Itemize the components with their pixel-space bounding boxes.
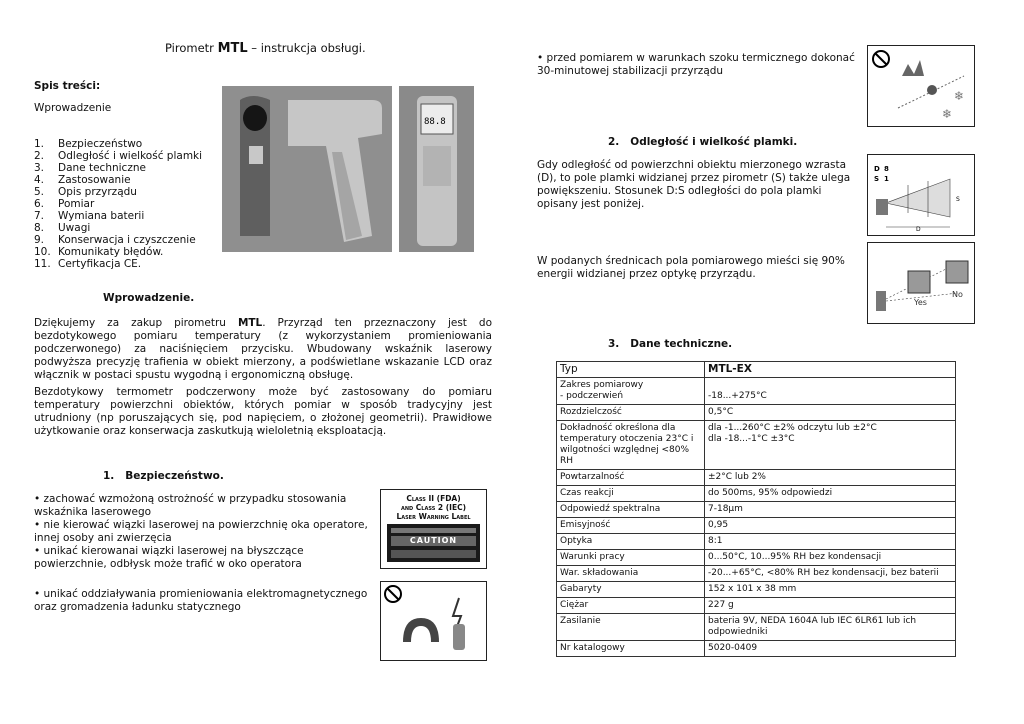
spec-value: 0,95 (705, 518, 956, 534)
svg-text:1: 1 (884, 175, 889, 183)
spec-key: Ciężar (557, 598, 705, 614)
toc-item: 1. Bezpieczeństwo (34, 138, 143, 150)
toc-item: 2. Odległość i wielkość plamki (34, 150, 203, 162)
table-row (557, 421, 956, 470)
intro-heading: Wprowadzenie. (103, 292, 195, 304)
toc-item: 6. Pomiar (34, 198, 95, 210)
svg-text:❄: ❄ (942, 107, 953, 121)
table-row (557, 582, 956, 598)
safety-bullet: • unikać kierowanai wiązki laserowej na błyszczące powierzchnie, odbłysk może trafić w oko operatora (34, 545, 304, 570)
target-size-diagram (867, 242, 975, 324)
safety-bullet: • nie kierować wiązki laserowej na powierzchnię oka operatore, innej osoby ani zwierzęcia (34, 519, 368, 544)
table-row (557, 518, 956, 534)
table-row (557, 378, 956, 405)
table-row (557, 486, 956, 502)
spec-key: Zasilanie (557, 614, 705, 641)
spec-key: Odpowiedź spektralna (557, 502, 705, 518)
spec-value: 152 x 101 x 38 mm (705, 582, 956, 598)
toc-item: 3. Dane techniczne (34, 162, 146, 174)
table-row (557, 550, 956, 566)
table-row (557, 534, 956, 550)
tech-spec-table (556, 361, 956, 657)
spot-paragraph-1: Gdy odległość od powierzchni obiektu mierzonego wzrasta (D), to pole plamki widzianej przez pirometr (S) także ulega powiększeniu. Stosunek D:S odległości do pola plamki opisany jest poniżej. (537, 159, 851, 210)
svg-text:S: S (956, 196, 960, 203)
emi-static-illustration (380, 581, 487, 661)
spec-value: 227 g (705, 598, 956, 614)
tech-heading: 3. Dane techniczne. (608, 338, 733, 350)
spec-key: Warunki pracy (557, 550, 705, 566)
product-photo-side (399, 86, 474, 252)
toc-item: 4. Zastosowanie (34, 174, 131, 186)
safety-bullet-stabilize: • przed pomiarem w warunkach szoku termicznego dokonać 30-minutowej stabilizacji przyrządu (537, 52, 855, 77)
spec-key: Emisyjność (557, 518, 705, 534)
toc-item: 10. Komunikaty błędów. (34, 246, 164, 258)
document-title: Pirometr MTL – instrukcja obsługi. (165, 41, 366, 56)
svg-text:D: D (874, 165, 880, 173)
distance-spot-diagram (867, 154, 975, 236)
toc-item: 8. Uwagi (34, 222, 91, 234)
spec-key: War. składowania (557, 566, 705, 582)
table-header-key: Typ (557, 362, 705, 378)
svg-text:88.8: 88.8 (424, 117, 446, 127)
svg-text:D: D (916, 226, 921, 233)
spec-value: 0...50°C, 10...95% RH bez kondensacji (705, 550, 956, 566)
spec-value: bateria 9V, NEDA 1604A lub IEC 6LR61 lub ich odpowiedniki (705, 614, 956, 641)
spec-key: Optyka (557, 534, 705, 550)
spec-value: 5020-0409 (705, 641, 956, 657)
product-photo-front (222, 86, 392, 252)
table-row (557, 405, 956, 421)
svg-text:❄: ❄ (954, 89, 965, 103)
spec-value: -18...+275°C (705, 378, 956, 405)
table-row (557, 566, 956, 582)
spec-value: 0,5°C (705, 405, 956, 421)
svg-text:8: 8 (884, 165, 889, 173)
spec-key: Dokładność określona dla temperatury otoczenia 23°C i wilgotności względnej <80% RH (557, 421, 705, 470)
toc-item: 5. Opis przyrządu (34, 186, 137, 198)
table-header-row (557, 362, 956, 378)
intro-paragraph-2: Bezdotykowy termometr podczerwony może być zastosowany do pomiaru temperatury powierzchni obiektów, których pomiar w sposób tradycyjny jest utrudniony (np poruszających się, pod napięciem, o złożonej geometrii). Prawidłowe użytkowanie oraz konserwacja zaskutkują wieloletnią eksploatacją. (34, 386, 492, 437)
spec-key: Gabaryty (557, 582, 705, 598)
table-row (557, 598, 956, 614)
safety-bullets (34, 493, 376, 571)
spec-key: Powtarzalność (557, 470, 705, 486)
toc-item: 9. Konserwacja i czyszczenie (34, 234, 196, 246)
spec-key: Rozdzielczość (557, 405, 705, 421)
thermal-shock-illustration (867, 45, 975, 127)
svg-text:Yes: Yes (914, 298, 927, 307)
spot-heading: 2. Odległość i wielkość plamki. (608, 136, 798, 148)
toc-item: 7. Wymiana baterii (34, 210, 145, 222)
table-of-contents (34, 138, 202, 270)
toc-intro: Wprowadzenie (34, 102, 112, 114)
table-row (557, 614, 956, 641)
table-row (557, 641, 956, 657)
spec-key: Czas reakcji (557, 486, 705, 502)
table-row (557, 502, 956, 518)
spec-value: dla -1...260°C ±2% odczytu lub ±2°C dla -18...-1°C ±3°C (705, 421, 956, 470)
spec-value: ±2°C lub 2% (705, 470, 956, 486)
safety-heading: 1. Bezpieczeństwo. (103, 470, 224, 482)
spec-value: 8:1 (705, 534, 956, 550)
table-row (557, 470, 956, 486)
spec-key: Nr katalogowy (557, 641, 705, 657)
spec-value: -20...+65°C, <80% RH bez kondensacji, bez baterii (705, 566, 956, 582)
spec-key: Zakres pomiarowy - podczerwień (557, 378, 705, 405)
spot-paragraph-2: W podanych średnicach pola pomiarowego mieści się 90% energii widzianej przez optykę przyrządu. (537, 255, 845, 280)
safety-bullet-static: • unikać oddziaływania promieniowania elektromagnetycznego oraz gromadzenia ładunku statycznego (34, 588, 368, 613)
svg-text:S: S (874, 175, 880, 183)
laser-warning-label: Class II (FDA) and Class 2 (IEC) Laser Warning Label CAUTION (380, 489, 487, 569)
toc-item: 11. Certyfikacja CE. (34, 258, 142, 270)
spec-value: do 500ms, 95% odpowiedzi (705, 486, 956, 502)
toc-heading: Spis treści: (34, 80, 101, 92)
svg-text:No: No (952, 290, 963, 299)
table-header-value: MTL-EX (705, 362, 956, 378)
spec-value: 7-18µm (705, 502, 956, 518)
intro-paragraph-1: Dziękujemy za zakup pirometru MTL. Przyrząd ten przeznaczony jest do bezdotykowego pomiaru temperatury (z wykorzystaniem promieniowania podczerwonego) za naciśnięciem przycisku. Wbudowany wskaźnik laserowy podwyższa precyzję trafienia w obiekt mierzony, a podświetlane wskazanie LCD oraz włącznik w postaci spustu wygodną i ergonomiczną obsługę. (34, 317, 492, 381)
safety-bullet: • zachować wzmożoną ostrożność w przypadku stosowania wskaźnika laserowego (34, 493, 347, 518)
